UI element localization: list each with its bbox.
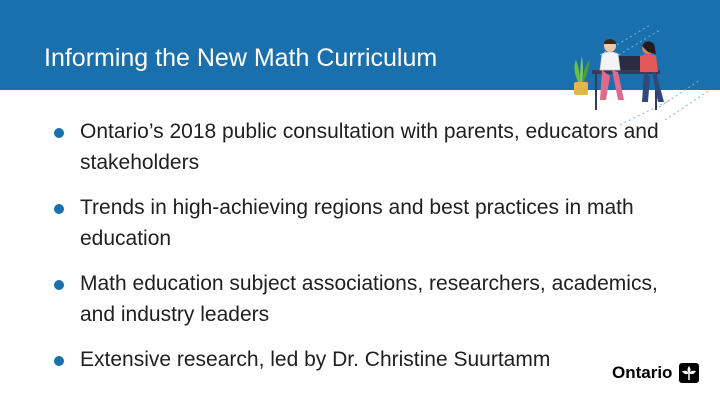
bullet-item — [54, 116, 674, 178]
bullet-dot-icon — [54, 280, 64, 290]
ontario-wordmark: Ontario — [612, 363, 673, 382]
trillium-logo-icon — [678, 362, 700, 384]
bullet-item — [54, 268, 674, 330]
bullet-dot-icon — [54, 128, 64, 138]
bullet-list — [54, 116, 674, 389]
slide-title: Informing the New Math Curriculum — [44, 44, 438, 72]
bullet-text: Math education subject associations, researchers, academics, and industry leaders — [80, 272, 658, 326]
bullet-text: Extensive research, led by Dr. Christine Suurtamm — [80, 348, 551, 371]
bullet-dot-icon — [54, 204, 64, 214]
bullet-text: Trends in high-achieving regions and best practices in math education — [80, 196, 634, 250]
ontario-logo — [612, 362, 700, 384]
bullet-dot-icon — [54, 356, 64, 366]
bullet-text: Ontario’s 2018 public consultation with parents, educators and stakeholders — [80, 120, 659, 174]
bullet-item — [54, 192, 674, 254]
bullet-item — [54, 344, 674, 375]
